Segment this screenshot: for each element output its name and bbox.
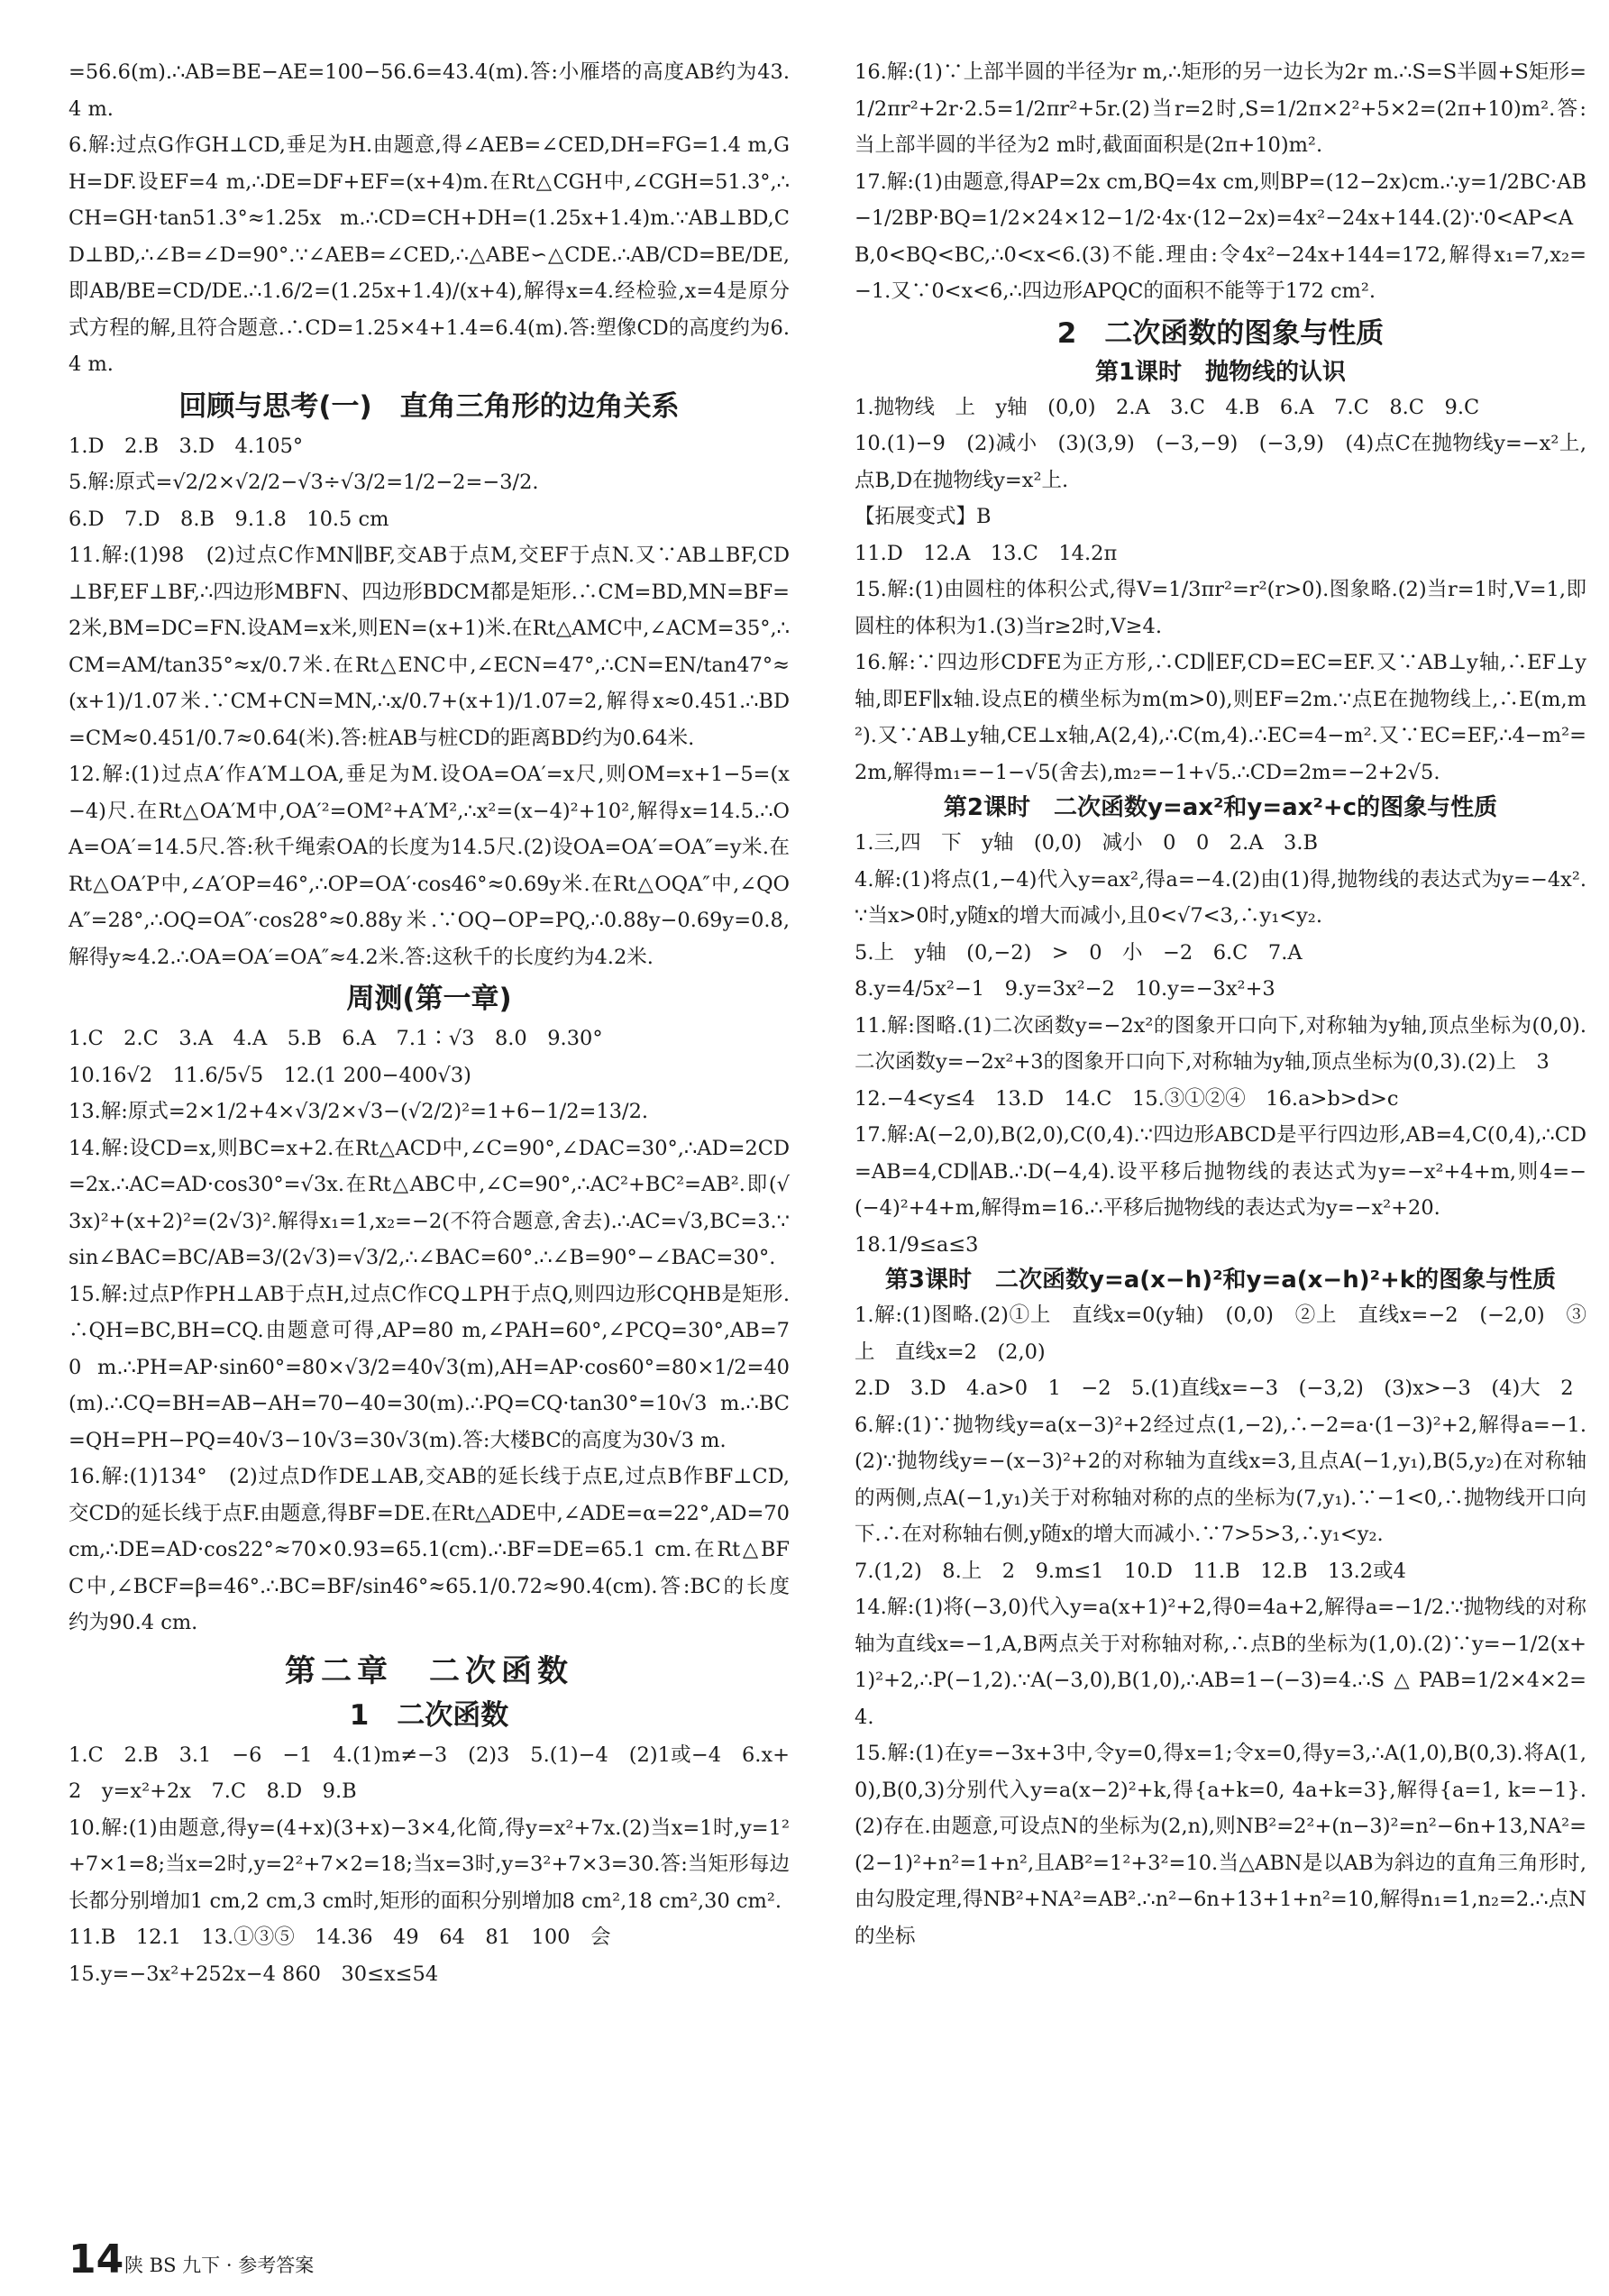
footer-label: 陕 BS 九下 · 参考答案 [124,2255,315,2276]
section-heading: 回顾与思考(一) 直角三角形的边角关系 [178,389,680,423]
answer-paragraph: 5.上 y轴 (0,−2) > 0 小 −2 6.C 7.A [855,940,1303,965]
answer-paragraph: 1.三,四 下 y轴 (0,0) 减小 0 0 2.A 3.B [855,831,1319,855]
answer-paragraph: 10.解:(1)由题意,得y=(4+x)(3+x)−3×4,化简,得y=x²+7x.(2)当x=1时,y=1²+7×1=8;当x=2时,y=2²+7×2=18;当x=3时,y=3²+7×3=30.答:当矩形每边长都分别增加1 cm,2 cm,3 cm时,矩形的面积分别增加8 cm²,18 cm²,30 cm². [69,1816,790,1913]
answer-paragraph: 8.y=4/5x²−1 9.y=3x²−2 10.y=−3x²+3 [855,977,1275,1001]
answer-paragraph: 4.解:(1)将点(1,−4)代入y=ax²,得a=−4.(2)由(1)得,抛物线的表达式为y=−4x².∵当x>0时,y随x的增大而减小,且0<√7<3,∴y₁<y₂. [855,867,1586,928]
answer-paragraph: 6.D 7.D 8.B 9.1.8 10.5 cm [69,507,389,531]
answer-paragraph: 16.解:∵四边形CDFE为正方形,∴CD∥EF,CD=EC=EF.又∵AB⊥y轴,∴EF⊥y轴,即EF∥x轴.设点E的横坐标为m(m>0),则EF=2m.∵点E在抛物线上,∴E(m,m²).又∵AB⊥y轴,CE⊥x轴,A(2,4),∴C(m,4).∴EC=4−m².又∵EC=EF,∴4−m²=2m,解得m₁=−1−√5(舍去),m₂=−1+√5.∴CD=2m=−2+2√5. [855,651,1586,784]
answer-paragraph: 16.解:(1)134° (2)过点D作DE⊥AB,交AB的延长线于点E,过点B作BF⊥CD,交CD的延长线于点F.由题意,得BF=DE.在Rt△ADE中,∠ADE=α=22°,AD=70 cm,∴DE=AD·cos22°≈70×0.93=65.1(cm).∴BF=DE=65.1 cm.在Rt△BFC中,∠BCF=β=46°.∴BC=BF/sin46°≈65.1/0.72≈90.4(cm).答:BC的长度约为90.4 cm. [69,1465,790,1634]
answer-paragraph: 12.−4<y≤4 13.D 14.C 15.③①②④ 16.a>b>d>c [855,1086,1399,1111]
answer-paragraph: 10.(1)−9 (2)减小 (3)(3,9) (−3,−9) (−3,9) (4)点C在抛物线y=−x²上,点B,D在抛物线y=x²上. [855,432,1586,492]
answer-paragraph: 15.解:(1)在y=−3x+3中,令y=0,得x=1;令x=0,得y=3,∴A(1,0),B(0,3).将A(1,0),B(0,3)分别代入y=a(x−2)²+k,得{a+k=0, 4a+k=3},解得{a=1, k=−1}.(2)存在.由题意,可设点N的坐标为(2,n),则NB²=2²+(n−3)²=n²−6n+13,NA²=(2−1)²+n²=1+n²,且AB²=1²+3²=10.当△ABN是以AB为斜边的直角三角形时,由勾股定理,得NB²+NA²=AB².∴n²−6n+13+1+n²=10,解得n₁=1,n₂=2.∴点N的坐标 [855,1742,1586,1948]
answer-paragraph: 14.解:设CD=x,则BC=x+2.在Rt△ACD中,∠C=90°,∠DAC=30°,∴AD=2CD=2x.∴AC=AD·cos30°=√3x.在Rt△ABC中,∠C=90°,∴AC²+BC²=AB².即(√3x)²+(x+2)²=(2√3)².解得x₁=1,x₂=−2(不符合题意,舍去).∴AC=√3,BC=3.∵sin∠BAC=BC/AB=3/(2√3)=√3/2,∴∠BAC=60°.∴∠B=90°−∠BAC=30°. [69,1136,790,1269]
section-heading: 2 二次函数的图象与性质 [1056,316,1385,350]
page-number: 14 [69,2237,124,2282]
answer-paragraph: 5.解:原式=√2/2×√2/2−√3÷√3/2=1/2−2=−3/2. [69,471,539,494]
answer-paragraph: 14.解:(1)将(−3,0)代入y=a(x+1)²+2,得0=4a+2,解得a=−1/2.∵抛物线的对称轴为直线x=−1,A,B两点关于对称轴对称,∴点B的坐标为(1,0).(2)∵y=−1/2(x+1)²+2,∴P(−1,2).∵A(−3,0),B(1,0),∴AB=1−(−3)=4.∴S△PAB=1/2×4×2=4. [855,1596,1586,1729]
section-heading: 第3课时 二次函数y=a(x−h)²和y=a(x−h)²+k的图象与性质 [884,1267,1557,1294]
section-heading: 第2课时 二次函数y=ax²和y=ax²+c的图象与性质 [943,794,1498,821]
answer-paragraph: 16.解:(1)∵上部半圆的半径为r m,∴矩形的另一边长为2r m.∴S=S半圆+S矩形=1/2πr²+2r·2.5=1/2πr²+5r.(2)当r=2时,S=1/2π×2²+5×2=(2π+10)m².答:当上部半圆的半径为2 m时,截面面积是(2π+10)m². [855,60,1586,157]
section-heading: 周测(第一章) [346,983,512,1015]
section-heading: 第1课时 抛物线的认识 [1094,358,1347,386]
answer-paragraph: 11.D 12.A 13.C 14.2π [855,541,1118,565]
right-column [855,54,1586,1954]
answer-paragraph: 15.解:(1)由圆柱的体积公式,得V=1/3πr²=r²(r>0).图象略.(2)当r=1时,V=1,即圆柱的体积为1.(3)当r≥2时,V≥4. [855,578,1586,638]
answer-paragraph: 【拓展变式】B [855,505,992,528]
answer-paragraph: =56.6(m).∴AB=BE−AE=100−56.6=43.4(m).答:小雁塔的高度AB约为43.4 m. [69,60,790,121]
answer-paragraph: 11.解:(1)98 (2)过点C作MN∥BF,交AB于点M,交EF于点N.又∵AB⊥BF,CD⊥BF,EF⊥BF,∴四边形MBFN、四边形BDCM都是矩形.∴CM=BD,MN=BF=2米,BM=DC=FN.设AM=x米,则EN=(x+1)米.在Rt△AMC中,∠ACM=35°,∴CM=AM/tan35°≈x/0.7米.在Rt△ENC中,∠ECN=47°,∴CN=EN/tan47°≈(x+1)/1.07米.∵CM+CN=MN,∴x/0.7+(x+1)/1.07=2,解得x≈0.451.∴BD=CM≈0.451/0.7≈0.64(米).答:桩AB与桩CD的距离BD约为0.64米. [69,544,790,750]
answer-paragraph: 1.C 2.B 3.1 −6 −1 4.(1)m≠−3 (2)3 5.(1)−4 (2)1或−4 6.x+2 y=x²+2x 7.C 8.D 9.B [69,1743,790,1803]
answer-paragraph: 18.1/9≤a≤3 [855,1232,979,1257]
answer-paragraph: 11.解:图略.(1)二次函数y=−2x²的图象开口向下,对称轴为y轴,顶点坐标为(0,0).二次函数y=−2x²+3的图象开口向下,对称轴为y轴,顶点坐标为(0,3).(2)上 3 [855,1013,1586,1074]
answer-paragraph: 15.y=−3x²+252x−4 860 30≤x≤54 [69,1962,439,1986]
answer-paragraph: 2.D 3.D 4.a>0 1 −2 5.(1)直线x=−3 (−3,2) (3)x>−3 (4)大 2 [855,1377,1574,1400]
answer-paragraph: 1.解:(1)图略.(2)①上 直线x=0(y轴) (0,0) ②上 直线x=−2 (−2,0) ③上 直线x=2 (2,0) [855,1304,1586,1364]
answer-paragraph: 13.解:原式=2×1/2+4×√3/2×√3−(√2/2)²=1+6−1/2=13/2. [69,1100,649,1123]
section-heading: 1 二次函数 [349,1698,509,1732]
answer-paragraph: 1.C 2.C 3.A 4.A 5.B 6.A 7.1∶√3 8.0 9.30° [69,1027,603,1050]
answer-paragraph: 11.B 12.1 13.①③⑤ 14.36 49 64 81 100 会 [69,1926,611,1949]
answer-paragraph: 1.抛物线 上 y轴 (0,0) 2.A 3.C 4.B 6.A 7.C 8.C 9.C [855,395,1480,419]
answer-paragraph: 17.解:(1)由题意,得AP=2x cm,BQ=4x cm,则BP=(12−2x)cm.∴y=1/2BC·AB−1/2BP·BQ=1/2×24×12−1/2·4x·(12−2x)=4x²−24x+144.(2)∵0<AP<AB,0<BQ<BC,∴0<x<6.(3)不能.理由:令4x²−24x+144=172,解得x₁=7,x₂=−1.又∵0<x<6,∴四边形APQC的面积不能等于172 cm². [855,169,1586,303]
answer-paragraph: 15.解:过点P作PH⊥AB于点H,过点C作CQ⊥PH于点Q,则四边形CQHB是矩形.∴QH=BC,BH=CQ.由题意可得,AP=80 m,∠PAH=60°,∠PCQ=30°,AB=70 m.∴PH=AP·sin60°=80×√3/2=40√3(m),AH=AP·cos60°=80×1/2=40(m).∴CQ=BH=AB−AH=70−40=30(m).∴PQ=CQ·tan30°=10√3 m.∴BC=QH=PH−PQ=40√3−10√3=30√3(m).答:大楼BC的高度为30√3 m. [69,1282,790,1452]
answer-paragraph: 6.解:过点G作GH⊥CD,垂足为H.由题意,得∠AEB=∠CED,DH=FG=1.4 m,GH=DF.设EF=4 m,∴DE=DF+EF=(x+4)m.在Rt△CGH中,∠CGH=51.3°,∴CH=GH·tan51.3°≈1.25x m.∴CD=CH+DH=(1.25x+1.4)m.∵AB⊥BD,CD⊥BD,∴∠B=∠D=90°.∵∠AEB=∠CED,∴△ABE∽△CDE.∴AB/CD=BE/DE,即AB/BE=CD/DE.∴1.6/2=(1.25x+1.4)/(x+4),解得x=4.经检验,x=4是原分式方程的解,且符合题意.∴CD=1.25×4+1.4=6.4(m).答:塑像CD的高度约为6.4 m. [69,133,790,376]
answer-paragraph: 6.解:(1)∵抛物线y=a(x−3)²+2经过点(1,−2),∴−2=a·(1−3)²+2,解得a=−1.(2)∵抛物线y=−(x−3)²+2的对称轴为直线x=3,且点A(−1,y₁),B(5,y₂)在对称轴的两侧,点A(−1,y₁)关于对称轴对称的点的坐标为(7,y₁).∵−1<0,∴抛物线开口向下.∴在对称轴右侧,y随x的增大而减小.∵7>5>3,∴y₁<y₂. [855,1413,1586,1546]
answer-paragraph: 17.解:A(−2,0),B(2,0),C(0,4).∵四边形ABCD是平行四边形,AB=4,C(0,4),∴CD=AB=4,CD∥AB.∴D(−4,4).设平移后抛物线的表达式为y=−x²+4+m,则4=−(−4)²+4+m,解得m=16.∴平移后抛物线的表达式为y=−x²+20. [855,1123,1586,1220]
answer-paragraph: 10.16√2 11.6/5√5 12.(1 200−400√3) [69,1063,471,1087]
answer-paragraph: 7.(1,2) 8.上 2 9.m≤1 10.D 11.B 12.B 13.2或4 [855,1559,1406,1583]
section-heading: 第二章 二次函数 [285,1652,573,1689]
left-column [69,54,790,1992]
answer-paragraph: 1.D 2.B 3.D 4.105° [69,434,304,458]
answer-paragraph: 12.解:(1)过点A′作A′M⊥OA,垂足为M.设OA=OA′=x尺,则OM=x+1−5=(x−4)尺.在Rt△OA′M中,OA′²=OM²+A′M²,∴x²=(x−4)²+10²,解得x=14.5.∴OA=OA′=14.5尺.答:秋千绳索OA的长度为14.5尺.(2)设OA=OA′=OA″=y米.在Rt△OA′P中,∠A′OP=46°,∴OP=OA′·cos46°≈0.69y米.在Rt△OQA″中,∠QOA″=28°,∴OQ=OA″·cos28°≈0.88y米.∵OQ−OP=PQ,∴0.88y−0.69y=0.8,解得y≈4.2.∴OA=OA′=OA″≈4.2米.答:这秋千的长度约为4.2米. [69,763,790,969]
